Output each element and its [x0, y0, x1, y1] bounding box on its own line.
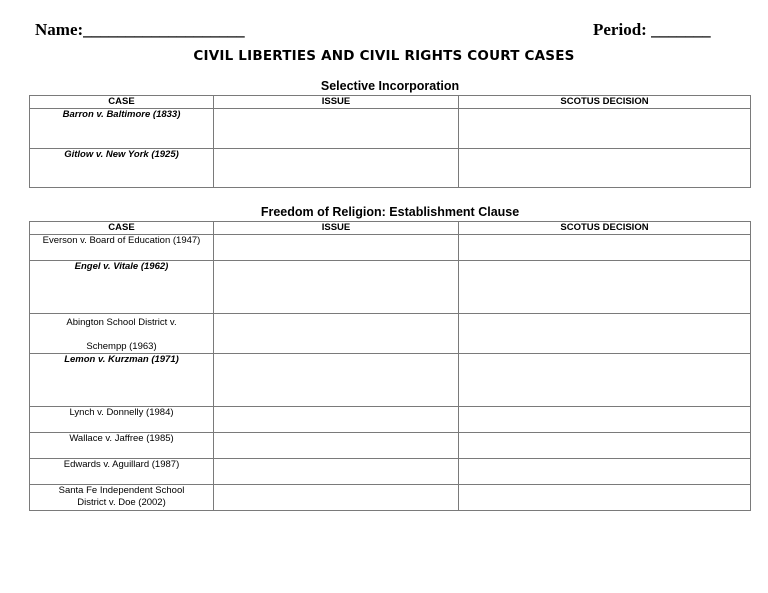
column-header-decision: SCOTUS DECISION	[459, 96, 751, 109]
column-header-case: CASE	[30, 96, 214, 109]
case-name: Gitlow v. New York (1925)	[64, 149, 179, 160]
case-name: Barron v. Baltimore (1833)	[62, 109, 181, 120]
case-name: Lemon v. Kurzman (1971)	[64, 354, 179, 365]
case-name: Engel v. Vitale (1962)	[74, 261, 169, 272]
issue-cell[interactable]	[214, 261, 459, 314]
case-cell	[30, 407, 214, 433]
page-title: CIVIL LIBERTIES AND CIVIL RIGHTS COURT CASES	[193, 48, 575, 64]
decision-cell[interactable]	[459, 485, 751, 511]
selective-incorporation-table	[29, 95, 751, 188]
table-row	[30, 109, 751, 149]
table-row	[30, 354, 751, 407]
issue-cell[interactable]	[214, 433, 459, 459]
column-header-issue: ISSUE	[214, 222, 459, 235]
table-row	[30, 149, 751, 188]
case-name: Everson v. Board of Education (1947)	[42, 235, 201, 246]
decision-cell[interactable]	[459, 407, 751, 433]
issue-cell[interactable]	[214, 314, 459, 354]
name-field[interactable]: Name:___________________	[35, 20, 245, 39]
issue-cell[interactable]	[214, 407, 459, 433]
table-row	[30, 459, 751, 485]
issue-cell[interactable]	[214, 485, 459, 511]
issue-cell[interactable]	[214, 109, 459, 149]
table-row	[30, 314, 751, 354]
column-header-case: CASE	[30, 222, 214, 235]
table-row	[30, 407, 751, 433]
column-header-issue: ISSUE	[214, 96, 459, 109]
column-header-decision: SCOTUS DECISION	[459, 222, 751, 235]
decision-cell[interactable]	[459, 261, 751, 314]
decision-cell[interactable]	[459, 235, 751, 261]
case-name-line1: Santa Fe Independent School	[58, 485, 185, 496]
table-row	[30, 235, 751, 261]
case-cell	[30, 433, 214, 459]
decision-cell[interactable]	[459, 433, 751, 459]
decision-cell[interactable]	[459, 459, 751, 485]
issue-cell[interactable]	[214, 149, 459, 188]
decision-cell[interactable]	[459, 109, 751, 149]
case-name-line2: District v. Doe (2002)	[77, 497, 166, 508]
period-field[interactable]: Period: _______	[593, 20, 711, 39]
decision-cell[interactable]	[459, 354, 751, 407]
table-row	[30, 433, 751, 459]
section-title-establishment-clause: Freedom of Religion: Establishment Clause	[260, 205, 520, 219]
issue-cell[interactable]	[214, 354, 459, 407]
case-name: Edwards v. Aguillard (1987)	[63, 459, 180, 470]
issue-cell[interactable]	[214, 235, 459, 261]
table-row	[30, 485, 751, 511]
table-header-row	[30, 222, 751, 235]
establishment-clause-table	[29, 221, 751, 511]
table-row	[30, 261, 751, 314]
case-name-line2: Schempp (1963)	[86, 341, 157, 352]
case-name-line1: Abington School District v.	[66, 317, 177, 328]
case-cell	[30, 261, 214, 314]
decision-cell[interactable]	[459, 149, 751, 188]
decision-cell[interactable]	[459, 314, 751, 354]
section-title-selective-incorporation: Selective Incorporation	[320, 79, 460, 93]
case-cell	[30, 235, 214, 261]
case-cell	[30, 149, 214, 188]
case-name: Wallace v. Jaffree (1985)	[69, 433, 174, 444]
case-cell	[30, 485, 214, 511]
case-cell	[30, 354, 214, 407]
table-header-row	[30, 96, 751, 109]
case-cell	[30, 459, 214, 485]
case-cell	[30, 109, 214, 149]
case-name: Lynch v. Donnelly (1984)	[69, 407, 174, 418]
issue-cell[interactable]	[214, 459, 459, 485]
case-cell	[30, 314, 214, 354]
